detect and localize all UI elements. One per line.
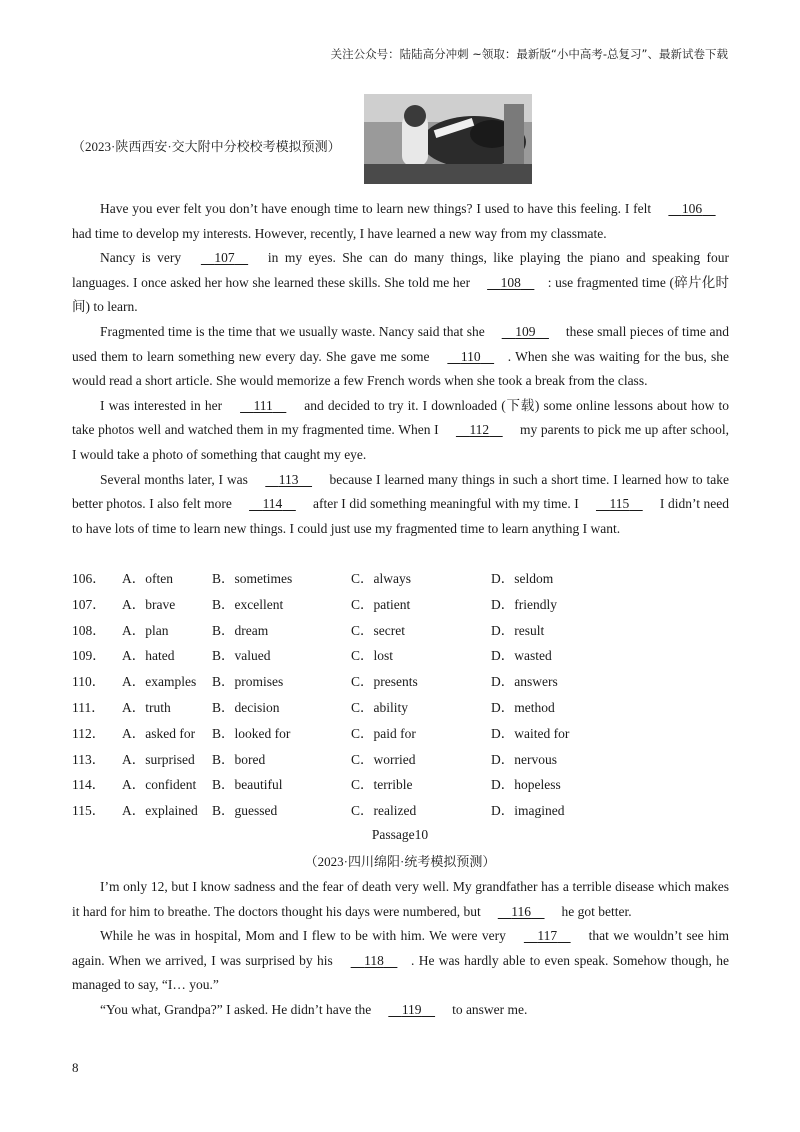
option-d: D．friendly	[491, 596, 557, 612]
blank-number: 107	[214, 250, 235, 266]
photo-illustration	[364, 94, 532, 184]
blank-number: 108	[500, 274, 521, 290]
option-a: A．explained	[122, 803, 198, 819]
option-b: B．looked for	[212, 725, 291, 741]
text-segment: had time to develop my interests. However, recently, I have learned a new way from my classmate.	[72, 225, 607, 241]
question-number: 112．	[72, 725, 106, 741]
blank-number: 112	[469, 422, 490, 438]
question-number: 115．	[72, 803, 106, 819]
text-segment: and decided to try it. I downloaded (下载) some online lessons about how to take photos well and watched them in my fragmented time. When I	[72, 397, 729, 438]
option-b: B．valued	[212, 648, 271, 664]
option-d: D．hopeless	[491, 777, 561, 793]
option-c: C．always	[351, 571, 411, 586]
page-number: 8	[72, 1060, 79, 1075]
option-b: B．sometimes	[212, 571, 293, 586]
paragraph	[72, 468, 729, 542]
option-a: A．asked for	[122, 725, 196, 741]
paragraph	[72, 875, 729, 924]
option-d: D．method	[491, 699, 555, 715]
option-a: A．hated	[122, 648, 175, 664]
text-segment: I was interested in her	[100, 397, 227, 413]
option-a: A．confident	[122, 777, 197, 793]
option-a: A．truth	[122, 699, 171, 715]
passage10-source: （2023·四川绵阳·统考模拟预测）	[304, 854, 496, 869]
text-segment: in my eyes. She can do many things, like playing the piano and speaking four languages. I once asked her how she learned these skills. She told me her	[72, 250, 729, 290]
blank-number: 116	[511, 903, 532, 919]
option-c: C．paid for	[351, 725, 416, 741]
blank-number: 114	[262, 496, 283, 512]
option-d: D．seldom	[491, 571, 554, 586]
text-segment: While he was in hospital, Mom and I flew to be with him. We were very	[100, 928, 511, 944]
option-b: B．bored	[212, 751, 266, 767]
paragraph	[72, 197, 729, 246]
option-b: B．promises	[212, 674, 284, 690]
passage10-title: Passage10	[371, 827, 429, 842]
text-segment: I didn’t need to have lots of time to learn new things. I could just use my fragmented time to learn anything I want.	[72, 496, 729, 536]
text-segment: . He was hardly able to even speak. Somehow though, he managed to say, “I… you.”	[72, 952, 729, 993]
blank-number: 111	[253, 397, 273, 413]
question-number: 106．	[72, 571, 106, 586]
text-segment: because I learned many things in such a short time. I learned how to take better photos. I also felt more	[72, 471, 729, 512]
option-c: C．patient	[351, 596, 411, 612]
option-c: C．presents	[351, 674, 418, 690]
text-segment: Fragmented time is the time that we usually waste. Nancy said that she	[100, 323, 489, 339]
question-number: 107．	[72, 596, 106, 612]
text-segment: : use fragmented time (碎片化时间) to learn.	[72, 274, 729, 315]
question-number: 108．	[72, 622, 106, 638]
header-note: 关注公众号：陆陆高分冲刺 ~领取：最新版“小中高考-总复习”、最新试卷下载	[330, 47, 728, 61]
paragraph	[72, 998, 729, 1023]
option-a: A．surprised	[122, 751, 195, 767]
paragraph	[72, 246, 729, 320]
text-segment: after I did something meaningful with my time. I	[309, 496, 583, 512]
option-d: D．result	[491, 622, 545, 638]
passage10-body	[72, 875, 729, 1023]
question-number: 110．	[72, 674, 106, 690]
option-c: C．lost	[351, 648, 394, 664]
option-a: A．brave	[122, 596, 176, 612]
blank-number: 110	[460, 348, 481, 364]
option-c: C．terrible	[351, 777, 413, 793]
paragraph	[72, 924, 729, 998]
question-number: 111．	[72, 699, 105, 715]
option-d: D．waited for	[491, 725, 570, 741]
option-d: D．nervous	[491, 751, 557, 767]
text-segment: that we wouldn’t see him again. When we arrived, I was surprised by his	[72, 928, 729, 968]
blank-number: 118	[364, 952, 384, 968]
option-d: D．imagined	[491, 803, 565, 819]
option-c: C．realized	[351, 803, 417, 819]
blank-number: 119	[401, 1001, 422, 1017]
text-segment: “You what, Grandpa?” I asked. He didn’t have the	[100, 1001, 375, 1017]
option-b: B．beautiful	[212, 777, 283, 793]
blank-number: 117	[537, 928, 558, 944]
passage9-source: （2023·陕西西安·交大附中分校校考模拟预测）	[72, 139, 341, 154]
paragraph	[72, 394, 729, 468]
photo-image	[364, 94, 532, 184]
text-segment: to answer me.	[448, 1001, 528, 1017]
text-segment: I’m only 12, but I know sadness and the fear of death very well. My grandfather has a terrible disease which makes it hard for him to breathe. The doctors thought his days were numbered, but	[72, 879, 729, 919]
question-number: 114．	[72, 777, 106, 793]
option-a: A．examples	[122, 674, 197, 690]
text-segment: Have you ever felt you don’t have enough time to learn new things? I used to have this feeling. I felt	[100, 201, 655, 216]
option-d: D．wasted	[491, 648, 552, 664]
option-b: B．decision	[212, 699, 280, 715]
option-c: C．ability	[351, 699, 408, 715]
option-a: A．often	[122, 571, 173, 586]
blank-number: 115	[609, 496, 630, 512]
text-segment: Nancy is very	[100, 250, 188, 266]
passage9-body	[72, 197, 729, 541]
option-b: B．excellent	[212, 596, 284, 612]
question-number: 113．	[72, 751, 106, 767]
option-d: D．answers	[491, 674, 558, 690]
text-segment: these small pieces of time and used them to learn something new every day. She gave me some	[72, 323, 730, 364]
blank-number: 113	[278, 471, 299, 487]
question-number: 109．	[72, 648, 106, 664]
option-c: C．worried	[351, 751, 416, 767]
option-b: B．guessed	[212, 803, 278, 819]
text-segment: . When she was waiting for the bus, she would read a short article. She would memorize a few French words when she took a break from the class.	[72, 348, 729, 389]
text-segment: my parents to pick me up after school, I would take a photo of something that caught my eye.	[72, 422, 729, 462]
option-c: C．secret	[351, 622, 405, 638]
option-a: A．plan	[122, 622, 169, 638]
text-segment: he got better.	[558, 903, 632, 919]
text-segment: Several months later, I was	[100, 471, 252, 487]
option-b: B．dream	[212, 622, 269, 638]
paragraph	[72, 320, 729, 394]
blank-number: 109	[515, 323, 536, 339]
blank-number: 106	[681, 201, 703, 216]
